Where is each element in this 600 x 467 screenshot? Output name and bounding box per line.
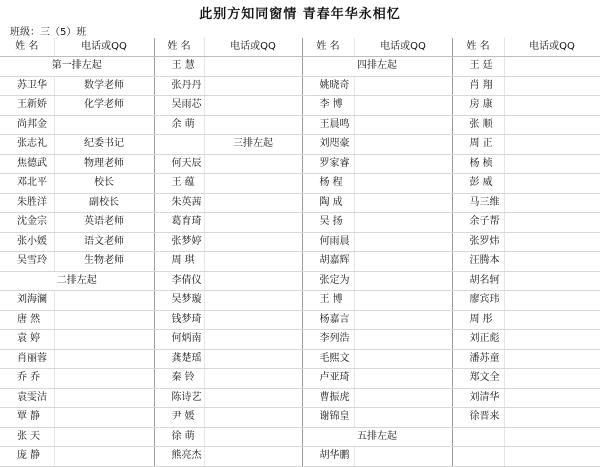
contact-cell[interactable]: [354, 174, 452, 194]
table-row: [0, 427, 600, 447]
name-cell[interactable]: 徐晋来: [452, 408, 504, 428]
name-cell[interactable]: 乔 乔: [0, 369, 54, 389]
name-cell[interactable]: 谢锦皇: [302, 408, 354, 428]
table-row: [0, 135, 600, 155]
contact-cell[interactable]: 纪委书记: [54, 135, 154, 155]
contact-cell[interactable]: [504, 213, 600, 233]
contact-cell[interactable]: [354, 388, 452, 408]
name-cell[interactable]: 朱英茜: [154, 193, 204, 213]
name-cell[interactable]: 杨 桢: [452, 154, 504, 174]
contact-cell[interactable]: [204, 96, 302, 116]
col-header-name[interactable]: 姓 名: [154, 38, 204, 57]
name-cell[interactable]: 熊亮杰: [154, 447, 204, 467]
name-cell[interactable]: 姚晓奇: [302, 76, 354, 96]
contact-cell[interactable]: [504, 57, 600, 77]
sheet-title: 此别方知同窗情 青春年华永相忆: [199, 7, 401, 22]
col-header-name[interactable]: 姓 名: [302, 38, 354, 57]
name-cell[interactable]: 周 正: [452, 135, 504, 155]
contact-cell[interactable]: [354, 310, 452, 330]
name-cell[interactable]: 周 琪: [154, 252, 204, 272]
name-cell[interactable]: 余子帮: [452, 213, 504, 233]
name-cell[interactable]: 吴雪玲: [0, 252, 54, 272]
contact-cell[interactable]: [504, 252, 600, 272]
contact-cell[interactable]: [354, 115, 452, 135]
name-cell[interactable]: 邓北平: [0, 174, 54, 194]
contact-cell[interactable]: [504, 447, 600, 467]
name-cell[interactable]: 李列浩: [302, 330, 354, 350]
table-row: [0, 369, 600, 389]
table-row: [0, 213, 600, 233]
contact-cell[interactable]: [204, 232, 302, 252]
contact-cell[interactable]: [54, 369, 154, 389]
contact-cell[interactable]: [504, 115, 600, 135]
name-cell[interactable]: 唐 然: [0, 310, 54, 330]
name-cell[interactable]: [452, 447, 504, 467]
name-cell[interactable]: 张梦婷: [154, 232, 204, 252]
roster-body: [0, 38, 600, 466]
name-cell[interactable]: 庞 静: [0, 447, 54, 467]
contact-cell[interactable]: [204, 349, 302, 369]
name-cell[interactable]: 何天辰: [154, 154, 204, 174]
name-cell[interactable]: 张丹丹: [154, 76, 204, 96]
name-cell[interactable]: 胡嘉辉: [302, 252, 354, 272]
name-cell[interactable]: 胡名轲: [452, 271, 504, 291]
name-cell[interactable]: 汪腾本: [452, 252, 504, 272]
name-cell[interactable]: 彭 威: [452, 174, 504, 194]
name-cell[interactable]: 李倩仪: [154, 271, 204, 291]
name-cell[interactable]: 毛熙文: [302, 349, 354, 369]
name-cell[interactable]: 陶 成: [302, 193, 354, 213]
name-cell[interactable]: 朱胜洋: [0, 193, 54, 213]
contact-cell[interactable]: [504, 291, 600, 311]
row-group-label[interactable]: 四排左起: [302, 57, 452, 77]
name-cell[interactable]: 袁雯洁: [0, 388, 54, 408]
name-cell[interactable]: 袁 婷: [0, 330, 54, 350]
name-cell[interactable]: 余 萌: [154, 115, 204, 135]
table-row: [0, 349, 600, 369]
name-cell[interactable]: 李 博: [302, 96, 354, 116]
contact-cell[interactable]: [354, 330, 452, 350]
col-header-contact[interactable]: 电话或QQ: [54, 38, 154, 57]
contact-cell[interactable]: [54, 330, 154, 350]
name-cell[interactable]: 覃 静: [0, 408, 54, 428]
name-cell[interactable]: 王晨鸣: [302, 115, 354, 135]
contact-cell[interactable]: [204, 427, 302, 447]
name-cell[interactable]: 何炳南: [154, 330, 204, 350]
contact-cell[interactable]: 化学老师: [54, 96, 154, 116]
contact-cell[interactable]: [204, 193, 302, 213]
name-cell[interactable]: 王 慧: [154, 57, 204, 77]
name-cell[interactable]: 张 顺: [452, 115, 504, 135]
name-cell[interactable]: 杨嘉言: [302, 310, 354, 330]
name-cell[interactable]: 罗家睿: [302, 154, 354, 174]
contact-cell[interactable]: [504, 76, 600, 96]
class-row: [0, 20, 600, 38]
row-group-label[interactable]: 第一排左起: [0, 57, 154, 77]
table-row: [0, 96, 600, 116]
name-cell[interactable]: 钱梦琦: [154, 310, 204, 330]
contact-cell[interactable]: [204, 154, 302, 174]
row-group-label[interactable]: 五排左起: [302, 427, 452, 447]
contact-cell[interactable]: [354, 349, 452, 369]
contact-cell[interactable]: 生物老师: [54, 252, 154, 272]
contact-cell[interactable]: [354, 213, 452, 233]
contact-cell[interactable]: [204, 174, 302, 194]
name-cell[interactable]: 杨 程: [302, 174, 354, 194]
table-row: [0, 388, 600, 408]
contact-cell[interactable]: [354, 291, 452, 311]
class-label: 班级：三（5）班: [10, 27, 87, 38]
contact-cell[interactable]: [54, 427, 154, 447]
contact-cell[interactable]: [354, 135, 452, 155]
table-row: [0, 232, 600, 252]
name-cell[interactable]: 徐 萌: [154, 427, 204, 447]
contact-cell[interactable]: [204, 213, 302, 233]
table-row: [0, 252, 600, 272]
name-cell[interactable]: 吴雨芯: [154, 96, 204, 116]
contact-cell[interactable]: [54, 310, 154, 330]
contact-cell[interactable]: [354, 252, 452, 272]
name-cell[interactable]: [154, 135, 204, 155]
contact-cell[interactable]: [504, 408, 600, 428]
contact-cell[interactable]: [504, 174, 600, 194]
contact-cell[interactable]: 物理老师: [54, 154, 154, 174]
col-header-contact[interactable]: 电话或QQ: [354, 38, 452, 57]
table-row: [0, 115, 600, 135]
name-cell[interactable]: 曹振虎: [302, 388, 354, 408]
col-header-name[interactable]: 姓 名: [0, 38, 54, 57]
name-cell[interactable]: 龚楚瑶: [154, 349, 204, 369]
contact-cell[interactable]: [204, 291, 302, 311]
name-cell[interactable]: 张罗炜: [452, 232, 504, 252]
contact-cell[interactable]: [204, 369, 302, 389]
title-row: [0, 0, 600, 20]
name-cell[interactable]: 尹 媛: [154, 408, 204, 428]
contact-cell[interactable]: [54, 291, 154, 311]
contact-cell[interactable]: [354, 154, 452, 174]
table-row: [0, 174, 600, 194]
contact-cell[interactable]: 语文老师: [54, 232, 154, 252]
contact-cell[interactable]: [504, 330, 600, 350]
name-cell[interactable]: 张志礼: [0, 135, 54, 155]
contact-cell[interactable]: 校长: [54, 174, 154, 194]
name-cell[interactable]: 刘正彪: [452, 330, 504, 350]
name-cell[interactable]: 周 彤: [452, 310, 504, 330]
name-cell[interactable]: 王 蕴: [154, 174, 204, 194]
table-row: [0, 291, 600, 311]
contact-cell[interactable]: [354, 76, 452, 96]
name-cell[interactable]: 马三维: [452, 193, 504, 213]
contact-cell[interactable]: [504, 232, 600, 252]
name-cell[interactable]: 苏卫华: [0, 76, 54, 96]
name-cell[interactable]: 陈诗艺: [154, 388, 204, 408]
name-cell[interactable]: 焦德武: [0, 154, 54, 174]
name-cell[interactable]: 刘咫豪: [302, 135, 354, 155]
name-cell[interactable]: 房 康: [452, 96, 504, 116]
name-cell[interactable]: 吴梦璇: [154, 291, 204, 311]
name-cell[interactable]: 卢亚琦: [302, 369, 354, 389]
header-row: [0, 38, 600, 57]
contact-cell[interactable]: [354, 447, 452, 467]
contact-cell[interactable]: [504, 135, 600, 155]
name-cell[interactable]: 吴 扬: [302, 213, 354, 233]
contact-cell[interactable]: [204, 252, 302, 272]
name-cell[interactable]: 王新娇: [0, 96, 54, 116]
contact-cell[interactable]: [354, 408, 452, 428]
table-row: [0, 447, 600, 467]
contact-cell[interactable]: [54, 388, 154, 408]
name-cell[interactable]: 张小媛: [0, 232, 54, 252]
roster-table: [0, 38, 600, 467]
table-row: [0, 330, 600, 350]
contact-cell[interactable]: [54, 408, 154, 428]
contact-cell[interactable]: [204, 330, 302, 350]
row-group-label[interactable]: 二排左起: [0, 271, 154, 291]
name-cell[interactable]: 王 廷: [452, 57, 504, 77]
col-header-contact[interactable]: 电话或QQ: [204, 38, 302, 57]
name-cell[interactable]: 沈金宗: [0, 213, 54, 233]
contact-cell[interactable]: 副校长: [54, 193, 154, 213]
contact-cell[interactable]: [204, 57, 302, 77]
contact-cell[interactable]: [54, 447, 154, 467]
name-cell[interactable]: 尚邦金: [0, 115, 54, 135]
contact-cell[interactable]: [504, 427, 600, 447]
col-header-contact[interactable]: 电话或QQ: [504, 38, 600, 57]
contact-cell[interactable]: [204, 447, 302, 467]
table-row: [0, 76, 600, 96]
contact-cell[interactable]: [354, 271, 452, 291]
col-header-name[interactable]: 姓 名: [452, 38, 504, 57]
contact-cell[interactable]: [504, 154, 600, 174]
contact-cell[interactable]: [504, 349, 600, 369]
table-row: [0, 57, 600, 77]
table-row: [0, 154, 600, 174]
contact-cell[interactable]: [354, 369, 452, 389]
contact-cell[interactable]: [204, 76, 302, 96]
contact-cell[interactable]: [204, 271, 302, 291]
table-row: [0, 310, 600, 330]
name-cell[interactable]: 张定为: [302, 271, 354, 291]
contact-cell[interactable]: [504, 96, 600, 116]
contact-cell[interactable]: [204, 310, 302, 330]
name-cell[interactable]: 胡华鹏: [302, 447, 354, 467]
contact-cell[interactable]: [204, 388, 302, 408]
contact-cell[interactable]: [504, 388, 600, 408]
table-row: [0, 271, 600, 291]
contact-cell[interactable]: [54, 349, 154, 369]
contact-cell[interactable]: [504, 193, 600, 213]
contact-cell[interactable]: [354, 232, 452, 252]
name-cell[interactable]: 肖丽蓉: [0, 349, 54, 369]
name-cell[interactable]: 郑文全: [452, 369, 504, 389]
name-cell[interactable]: 葛育琦: [154, 213, 204, 233]
name-cell[interactable]: [452, 427, 504, 447]
name-cell[interactable]: 王 博: [302, 291, 354, 311]
contact-cell[interactable]: [354, 193, 452, 213]
table-row: [0, 408, 600, 428]
name-cell[interactable]: 秦 铃: [154, 369, 204, 389]
name-cell[interactable]: 廖宾玮: [452, 291, 504, 311]
name-cell[interactable]: 肖 翔: [452, 76, 504, 96]
name-cell[interactable]: 张 天: [0, 427, 54, 447]
name-cell[interactable]: 刘海澜: [0, 291, 54, 311]
contact-cell[interactable]: [204, 408, 302, 428]
contact-cell[interactable]: [54, 115, 154, 135]
contact-cell[interactable]: 三排左起: [204, 135, 302, 155]
name-cell[interactable]: 潘苏童: [452, 349, 504, 369]
name-cell[interactable]: 刘清华: [452, 388, 504, 408]
contact-cell[interactable]: [204, 115, 302, 135]
contact-cell[interactable]: 英语老师: [54, 213, 154, 233]
name-cell[interactable]: 何雨晨: [302, 232, 354, 252]
contact-cell[interactable]: [504, 369, 600, 389]
table-row: [0, 193, 600, 213]
contact-cell[interactable]: [354, 96, 452, 116]
contact-cell[interactable]: [504, 310, 600, 330]
contact-cell[interactable]: 数学老师: [54, 76, 154, 96]
contact-cell[interactable]: [504, 271, 600, 291]
